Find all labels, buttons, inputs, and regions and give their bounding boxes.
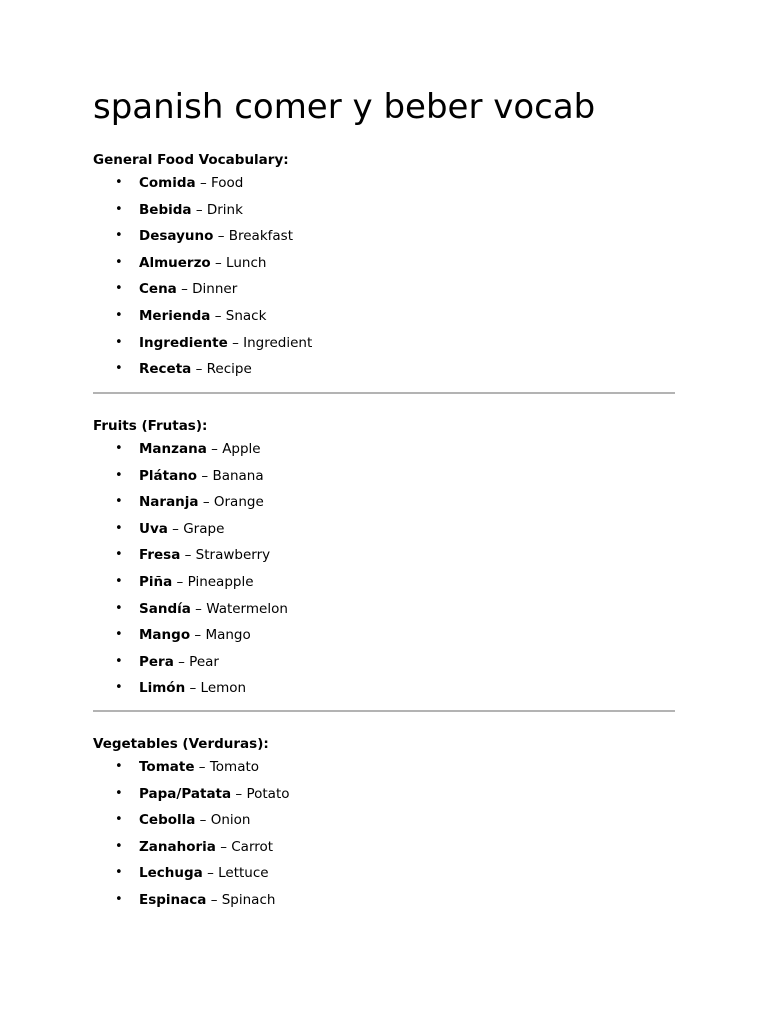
bullet-icon: • [115, 812, 123, 828]
english-translation: Watermelon [206, 600, 288, 617]
bullet-icon: • [115, 281, 123, 297]
spanish-term: Almuerzo [139, 254, 211, 271]
term-separator: – [217, 228, 225, 245]
english-translation: Drink [206, 201, 243, 218]
english-translation: Dinner [192, 281, 238, 298]
list-item [93, 887, 675, 914]
spanish-term: Ingrediente [139, 334, 228, 351]
bullet-icon: • [115, 865, 123, 881]
term-separator: – [194, 627, 202, 644]
term-separator: – [172, 520, 179, 537]
spanish-term: Piña [139, 573, 173, 590]
english-translation: Apple [222, 441, 261, 457]
term-separator: – [198, 759, 206, 775]
english-translation: Snack [225, 307, 267, 324]
english-translation: Lemon [200, 680, 247, 697]
bullet-icon: • [115, 307, 123, 323]
list-item [93, 250, 675, 277]
spanish-term: Receta [139, 361, 192, 378]
section-heading: General Food Vocabulary: [93, 152, 289, 168]
bullet-icon: • [115, 361, 123, 377]
term-separator: – [215, 254, 222, 271]
section-fruits [93, 416, 675, 702]
section-general-food [93, 150, 675, 383]
bullet-icon: • [115, 520, 123, 536]
bullet-icon: • [115, 228, 123, 244]
list-item [93, 489, 675, 516]
spanish-term: Comida [139, 175, 196, 191]
spanish-term: Pera [139, 653, 174, 670]
term-separator: – [235, 785, 243, 802]
spanish-term: Fresa [139, 547, 181, 564]
bullet-icon: • [115, 573, 123, 589]
english-translation: Lunch [226, 254, 267, 271]
term-separator: – [176, 573, 184, 590]
bullet-icon: • [115, 600, 123, 616]
bullet-icon: • [115, 467, 123, 483]
section-divider [93, 710, 675, 712]
vocab-list [93, 436, 675, 702]
spanish-term: Espinaca [139, 891, 207, 908]
english-translation: Recipe [206, 361, 252, 378]
english-translation: Food [211, 175, 244, 191]
spanish-term: Cebolla [139, 812, 196, 829]
spanish-term: Manzana [139, 441, 207, 457]
english-translation: Orange [213, 494, 264, 511]
english-translation: Pineapple [187, 573, 254, 590]
list-item [93, 330, 675, 357]
bullet-icon: • [115, 175, 123, 190]
term-separator: – [199, 175, 207, 191]
bullet-icon: • [115, 838, 123, 854]
term-separator: – [220, 838, 227, 855]
spanish-term: Naranja [139, 494, 199, 511]
english-translation: Onion [210, 812, 251, 829]
english-translation: Pear [189, 653, 219, 670]
term-separator: – [202, 494, 210, 511]
term-separator: – [210, 891, 218, 908]
vocab-list [93, 170, 675, 383]
term-separator: – [232, 334, 239, 351]
bullet-icon: • [115, 627, 123, 643]
english-translation: Tomato [209, 759, 260, 775]
english-translation: Grape [183, 520, 225, 537]
bullet-icon: • [115, 494, 123, 510]
bullet-icon: • [115, 680, 123, 696]
spanish-term: Bebida [139, 201, 192, 218]
term-separator: – [181, 281, 188, 298]
bullet-icon: • [115, 653, 123, 669]
list-item [93, 675, 675, 702]
bullet-icon: • [115, 891, 123, 907]
list-item [93, 807, 675, 834]
bullet-icon: • [115, 547, 123, 563]
list-item [93, 223, 675, 250]
list-item [93, 622, 675, 649]
english-translation: Carrot [231, 838, 274, 855]
list-item [93, 197, 675, 224]
english-translation: Strawberry [195, 547, 271, 564]
english-translation: Potato [246, 785, 290, 802]
spanish-term: Tomate [139, 759, 195, 775]
spanish-term: Merienda [139, 307, 211, 324]
spanish-term: Lechuga [139, 865, 203, 882]
term-separator: – [195, 361, 203, 378]
english-translation: Ingredient [243, 334, 313, 351]
list-item [93, 276, 675, 303]
term-separator: – [207, 865, 214, 882]
english-translation: Mango [205, 627, 251, 644]
list-item [93, 516, 675, 543]
section-heading: Fruits (Frutas): [93, 418, 208, 434]
english-translation: Lettuce [218, 865, 269, 882]
term-separator: – [214, 307, 222, 324]
english-translation: Banana [212, 467, 264, 484]
bullet-icon: • [115, 254, 123, 270]
section-vegetables [93, 734, 675, 914]
spanish-term: Mango [139, 627, 191, 644]
spanish-term: Zanahoria [139, 838, 216, 855]
list-item [93, 170, 675, 197]
english-translation: Spinach [221, 891, 276, 908]
list-item [93, 781, 675, 808]
list-item [93, 596, 675, 623]
section-divider [93, 392, 675, 394]
page-title: spanish comer y beber vocab [93, 87, 596, 127]
spanish-term: Desayuno [139, 228, 214, 245]
spanish-term: Limón [139, 680, 186, 697]
term-separator: – [201, 467, 209, 484]
term-separator: – [211, 441, 218, 457]
term-separator: – [199, 812, 207, 829]
bullet-icon: • [115, 785, 123, 801]
term-separator: – [184, 547, 192, 564]
list-item [93, 649, 675, 676]
list-item [93, 436, 675, 463]
list-item [93, 463, 675, 490]
bullet-icon: • [115, 334, 123, 350]
spanish-term: Sandía [139, 600, 191, 617]
list-item [93, 356, 675, 383]
term-separator: – [189, 680, 197, 697]
spanish-term: Uva [139, 520, 168, 537]
list-item [93, 860, 675, 887]
list-item [93, 569, 675, 596]
english-translation: Breakfast [228, 228, 293, 245]
bullet-icon: • [115, 201, 123, 217]
list-item [93, 754, 675, 781]
term-separator: – [195, 600, 202, 617]
list-item [93, 542, 675, 569]
spanish-term: Plátano [139, 467, 198, 484]
bullet-icon: • [115, 759, 123, 774]
vocab-list [93, 754, 675, 914]
term-separator: – [195, 201, 203, 218]
bullet-icon: • [115, 441, 123, 456]
spanish-term: Cena [139, 281, 177, 298]
list-item [93, 303, 675, 330]
section-heading: Vegetables (Verduras): [93, 736, 269, 752]
term-separator: – [178, 653, 185, 670]
spanish-term: Papa/Patata [139, 785, 232, 802]
list-item [93, 834, 675, 861]
